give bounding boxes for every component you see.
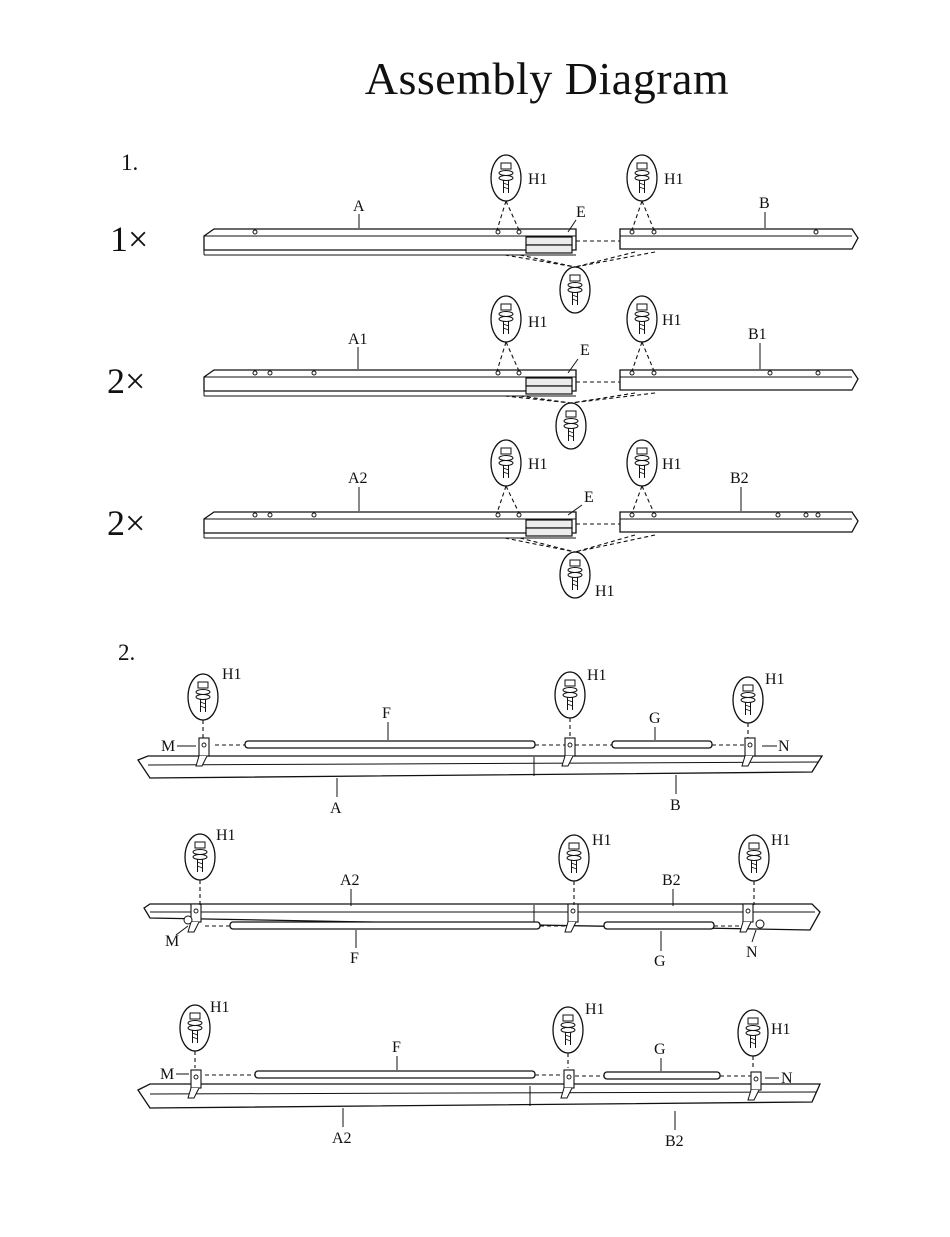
- label-rod-short: G: [654, 1041, 666, 1058]
- label-h1: H1: [528, 456, 548, 473]
- label-connector: E: [584, 489, 594, 506]
- label-board-left: A1: [348, 331, 368, 348]
- bolt-h1-icon: [491, 155, 521, 201]
- label-rail-left: A2: [332, 1130, 352, 1147]
- bolt-h1-icon: [627, 155, 657, 201]
- label-h1: H1: [585, 1001, 605, 1018]
- label-rail-right: B: [670, 797, 681, 814]
- bolt-h1-icon: [560, 267, 590, 313]
- label-h1: H1: [771, 832, 791, 849]
- bolt-h1-icon: [555, 672, 585, 718]
- label-h1: H1: [587, 667, 607, 684]
- label-board-right: B2: [730, 470, 749, 487]
- label-end-right: N: [778, 738, 790, 755]
- step-2-row-1: [138, 666, 822, 817]
- label-h1: H1: [210, 999, 230, 1016]
- label-board-right: B1: [748, 326, 767, 343]
- bolt-h1-icon: [738, 1010, 768, 1056]
- label-h1: H1: [662, 312, 682, 329]
- label-h1: H1: [664, 171, 684, 188]
- connector-e: [526, 378, 572, 386]
- step-1-row-3-multiplier: 2×: [107, 503, 146, 543]
- bolt-h1-icon: [733, 677, 763, 723]
- rod-f: [255, 1071, 535, 1078]
- connector-e: [526, 237, 572, 245]
- rail-a2-b2: [138, 1084, 820, 1108]
- bolt-h1-icon: [188, 674, 218, 720]
- label-end-left: M: [160, 1066, 175, 1083]
- bolt-h1-icon: [560, 552, 590, 598]
- label-h1: H1: [222, 666, 242, 683]
- label-rail-left: A2: [340, 872, 360, 889]
- label-h1: H1: [528, 314, 548, 331]
- step-1-row-2: [204, 296, 858, 449]
- label-h1: H1: [528, 171, 548, 188]
- label-board-right: B: [759, 195, 770, 212]
- label-connector: E: [576, 204, 586, 221]
- label-h1: H1: [771, 1021, 791, 1038]
- label-h1: H1: [765, 671, 785, 688]
- step-1-row-1: [204, 155, 858, 313]
- label-end-left: M: [165, 933, 180, 950]
- page-title: Assembly Diagram: [364, 53, 730, 104]
- label-end-left: M: [161, 738, 176, 755]
- rod-f: [245, 741, 535, 748]
- rod-g: [604, 922, 714, 929]
- label-rod-short: G: [654, 953, 666, 970]
- label-end-right: N: [781, 1070, 793, 1087]
- label-h1: H1: [662, 456, 682, 473]
- label-h1-bottom: H1: [595, 583, 615, 600]
- label-connector: E: [580, 342, 590, 359]
- label-board-left: A2: [348, 470, 368, 487]
- rod-f: [230, 922, 540, 929]
- bolt-h1-icon: [559, 835, 589, 881]
- bolt-h1-icon: [739, 835, 769, 881]
- step-2-row-2: [144, 827, 820, 970]
- label-rail-left: A: [330, 800, 342, 817]
- step-1-row-1-multiplier: 1×: [110, 219, 149, 259]
- bolt-h1-icon: [627, 440, 657, 486]
- rail-a-b: [138, 756, 822, 778]
- bolt-h1-icon: [185, 834, 215, 880]
- label-rod-long: F: [382, 705, 391, 722]
- bolt-h1-icon: [180, 1005, 210, 1051]
- step-1-row-2-multiplier: 2×: [107, 361, 146, 401]
- rod-g: [612, 741, 712, 748]
- bolt-h1-icon: [491, 296, 521, 342]
- label-board-left: A: [353, 198, 365, 215]
- bolt-h1-icon: [556, 403, 586, 449]
- bolt-h1-icon: [491, 440, 521, 486]
- step-1-row-3: [204, 440, 858, 600]
- bolt-h1-icon: [553, 1007, 583, 1053]
- bolt-h1-icon: [627, 296, 657, 342]
- label-rail-right: B2: [665, 1133, 684, 1150]
- label-h1: H1: [216, 827, 236, 844]
- label-rod-long: F: [392, 1039, 401, 1056]
- step-1-number: 1.: [121, 150, 139, 175]
- label-rod-long: F: [350, 950, 359, 967]
- step-2-row-3: [138, 999, 820, 1150]
- label-rod-short: G: [649, 710, 661, 727]
- label-rail-right: B2: [662, 872, 681, 889]
- rod-g: [604, 1072, 720, 1079]
- label-end-right: N: [746, 944, 758, 961]
- label-h1: H1: [592, 832, 612, 849]
- connector-e: [526, 520, 572, 528]
- step-2-number: 2.: [118, 640, 136, 665]
